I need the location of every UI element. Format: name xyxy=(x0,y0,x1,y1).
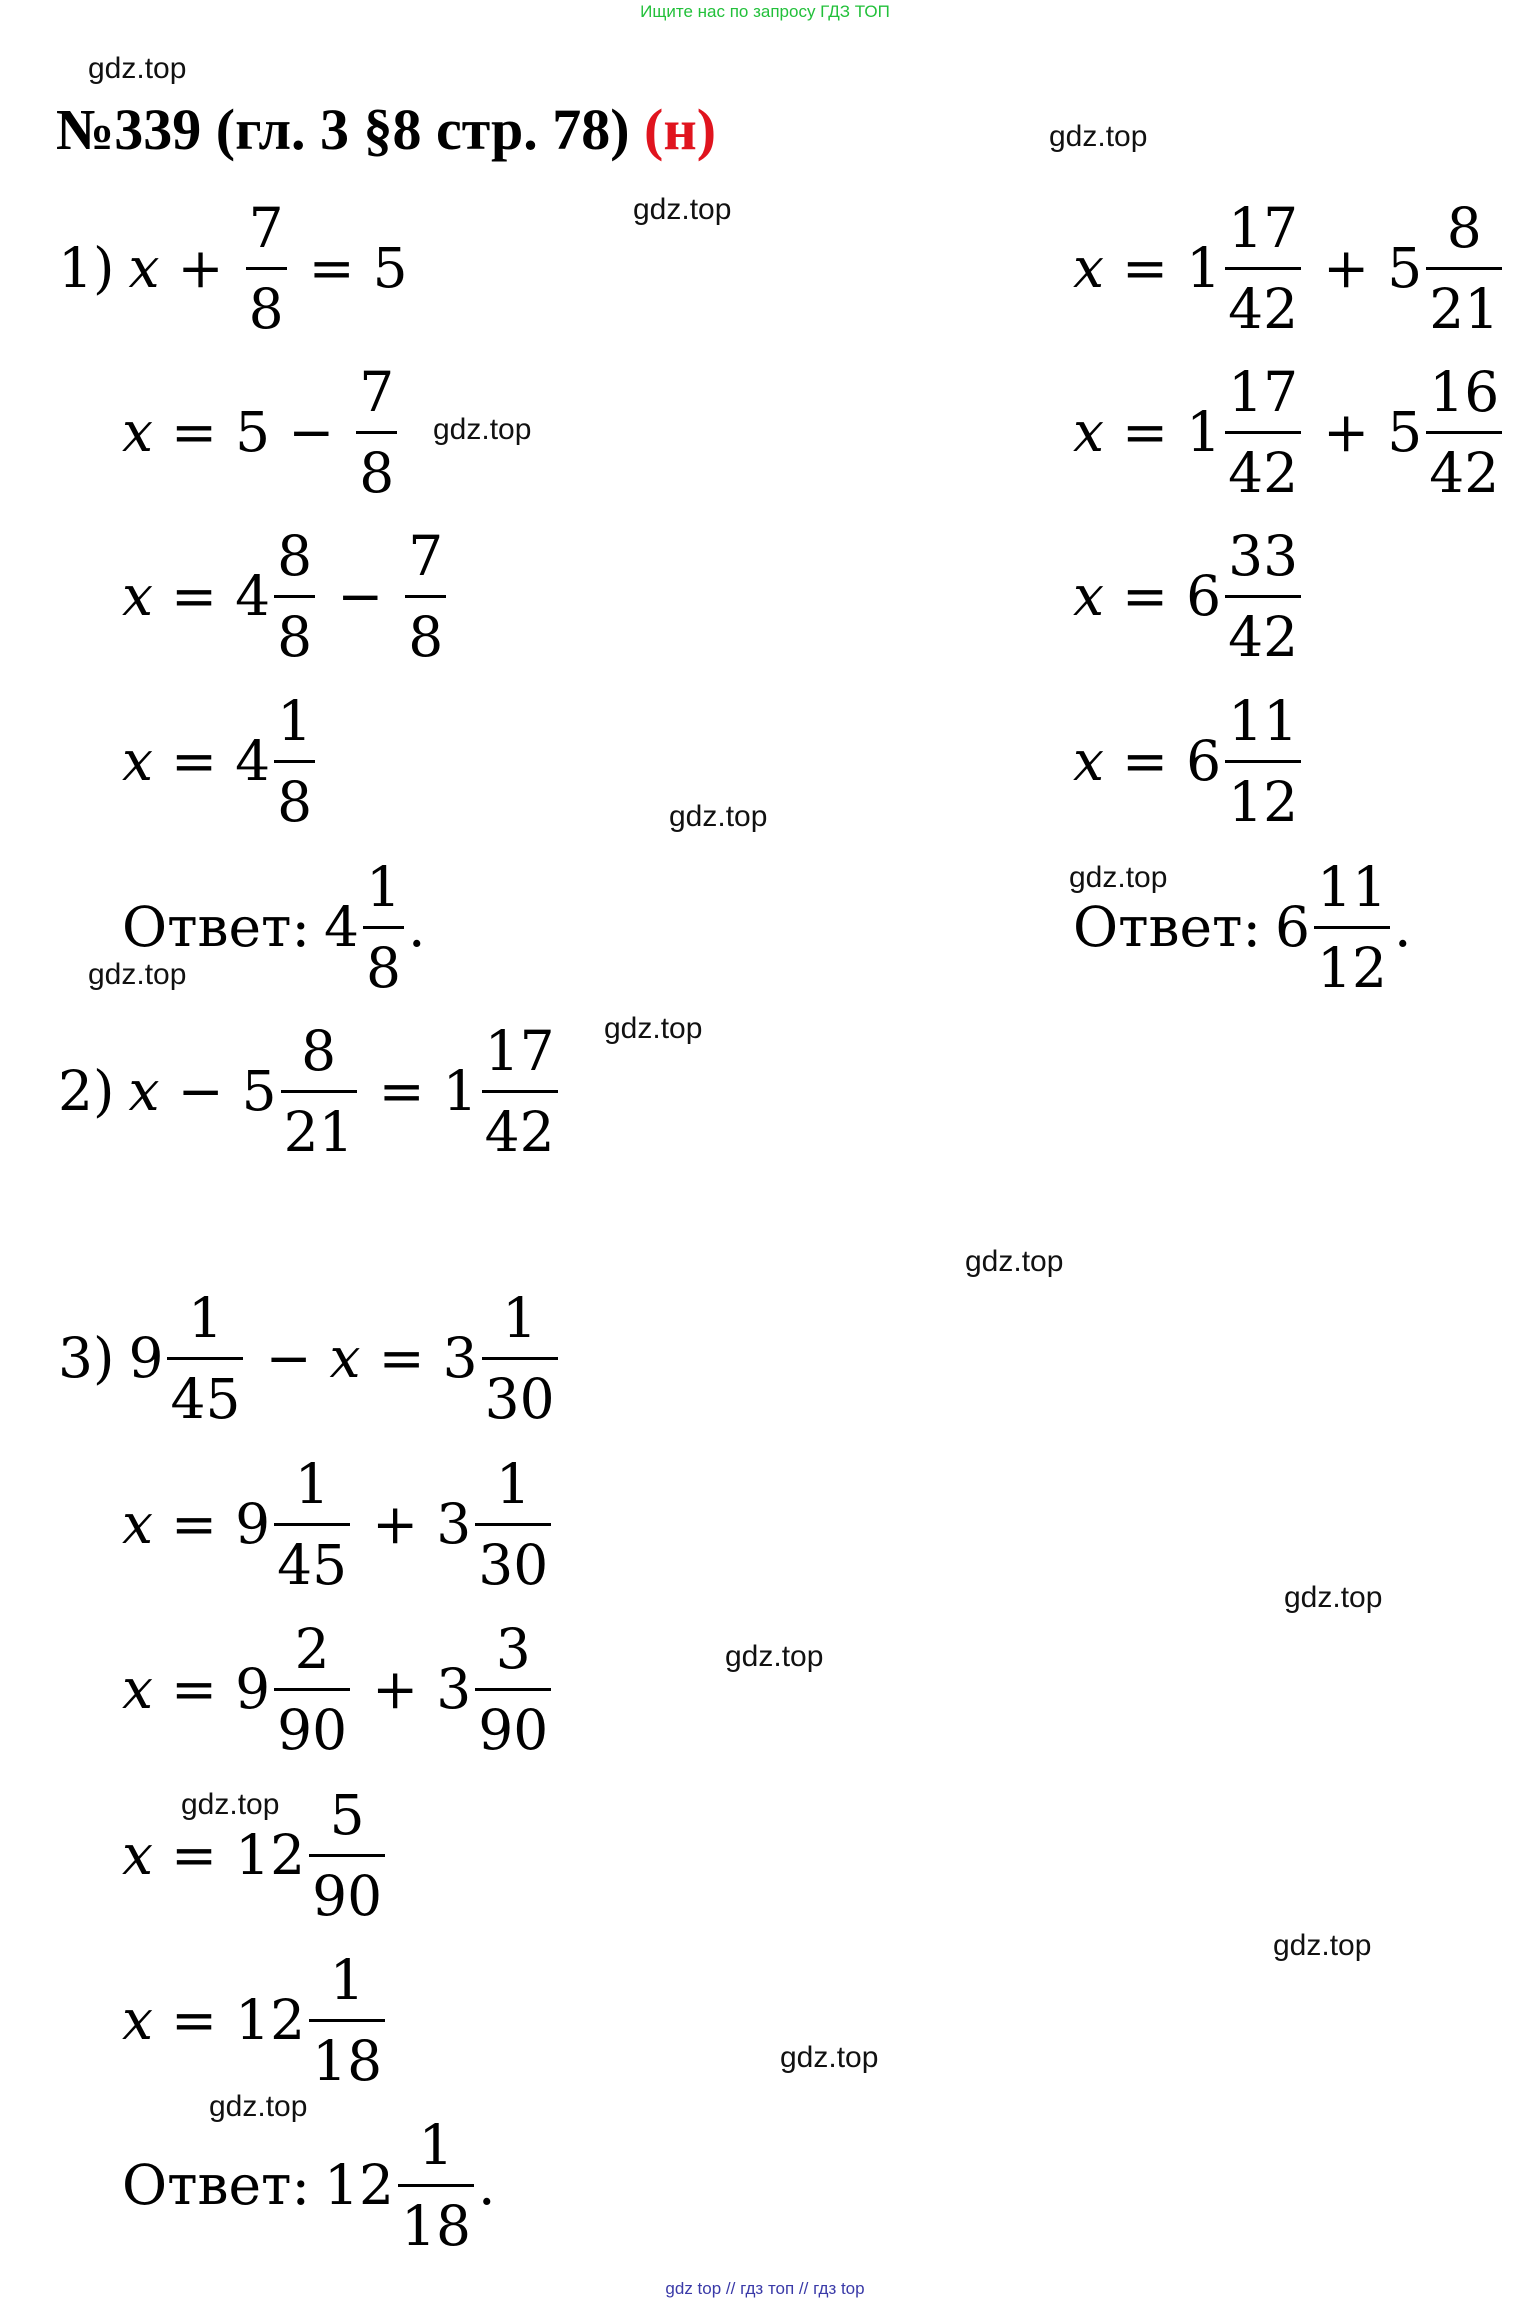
problem-label: 1) xyxy=(58,236,115,300)
fraction: $\frac{2}{90}$ xyxy=(274,1610,350,1769)
fraction: $\frac{1}{30}$ xyxy=(475,1445,551,1604)
title-mark: (н) xyxy=(644,97,717,162)
problem-1-step: x = 5 − $\frac{7}{8}$ xyxy=(122,347,401,517)
fraction: $\frac{8}{21}$ xyxy=(281,1012,357,1171)
problem-2-step: x = 1 $\frac{17}{42}$ + 5 $\frac{16}{42}$ xyxy=(1073,347,1506,517)
problem-3-answer: Ответ: 12 $\frac{1}{18}$ . xyxy=(122,2100,495,2270)
problem-3-step: x = 12 $\frac{5}{90}$ xyxy=(122,1770,389,1940)
problem-1-step: x = 4 $\frac{1}{8}$ xyxy=(122,676,319,846)
fraction: $\frac{1}{18}$ xyxy=(398,2106,474,2265)
watermark: gdz.top xyxy=(209,2090,308,2123)
search-hint-banner: Ищите нас по запросу ГДЗ ТОП xyxy=(640,2,890,21)
fraction: $\frac{1}{8}$ xyxy=(363,848,404,1007)
watermark: gdz.top xyxy=(633,193,732,226)
answer-label: Ответ: xyxy=(1073,895,1261,959)
problem-2-answer: Ответ: 6 $\frac{11}{12}$ . xyxy=(1073,842,1411,1012)
problem-3-equation: 3) 9 $\frac{1}{45}$ − x = 3 $\frac{1}{30}$ xyxy=(58,1273,562,1443)
fraction: $\frac{1}{30}$ xyxy=(482,1279,558,1438)
fraction: $\frac{5}{90}$ xyxy=(309,1776,385,1935)
fraction: $\frac{17}{42}$ xyxy=(1225,353,1301,512)
watermark: gdz.top xyxy=(88,52,187,85)
fraction: $\frac{1}{45}$ xyxy=(274,1445,350,1604)
fraction: $\frac{11}{12}$ xyxy=(1314,848,1390,1007)
watermark: gdz.top xyxy=(1069,861,1168,894)
fraction: $\frac{33}{42}$ xyxy=(1225,517,1301,676)
problem-2-step: x = 1 $\frac{17}{42}$ + 5 $\frac{8}{21}$ xyxy=(1073,183,1506,353)
problem-1-equation: 1) x + $\frac{7}{8}$ = 5 xyxy=(58,183,408,353)
problem-1-step: x = 4 $\frac{8}{8}$ − $\frac{7}{8}$ xyxy=(122,511,450,681)
fraction: $\frac{16}{42}$ xyxy=(1426,353,1502,512)
problem-3-step: x = 12 $\frac{1}{18}$ xyxy=(122,1935,389,2105)
fraction: $\frac{7}{8}$ xyxy=(405,517,446,676)
fraction: $\frac{17}{42}$ xyxy=(1225,189,1301,348)
problem-1-answer: Ответ: 4 $\frac{1}{8}$ . xyxy=(122,842,425,1012)
watermark: gdz.top xyxy=(725,1640,824,1673)
watermark: gdz.top xyxy=(604,1012,703,1045)
fraction: $\frac{3}{90}$ xyxy=(475,1610,551,1769)
watermark: gdz.top xyxy=(965,1245,1064,1278)
watermark: gdz.top xyxy=(780,2041,879,2074)
answer-label: Ответ: xyxy=(122,2153,310,2217)
problem-3-step: x = 9 $\frac{1}{45}$ + 3 $\frac{1}{30}$ xyxy=(122,1439,555,1609)
fraction: $\frac{8}{8}$ xyxy=(274,517,315,676)
problem-2-step: x = 6 $\frac{33}{42}$ xyxy=(1073,511,1305,681)
problem-2-step: x = 6 $\frac{11}{12}$ xyxy=(1073,676,1305,846)
watermark: gdz.top xyxy=(1273,1929,1372,1962)
fraction: $\frac{11}{12}$ xyxy=(1225,682,1301,841)
watermark: gdz.top xyxy=(181,1788,280,1821)
fraction: $\frac{17}{42}$ xyxy=(482,1012,558,1171)
footer-text: gdz top // гдз топ // гдз top xyxy=(665,2279,865,2298)
fraction: $\frac{7}{8}$ xyxy=(356,353,397,512)
fraction: $\frac{1}{18}$ xyxy=(309,1941,385,2100)
watermark: gdz.top xyxy=(1049,120,1148,153)
page-title xyxy=(56,96,716,163)
watermark: gdz.top xyxy=(433,413,532,446)
problem-label: 3) xyxy=(58,1326,115,1390)
fraction: $\frac{1}{45}$ xyxy=(167,1279,243,1438)
fraction: $\frac{1}{8}$ xyxy=(274,682,315,841)
problem-3-step: x = 9 $\frac{2}{90}$ + 3 $\frac{3}{90}$ xyxy=(122,1604,555,1774)
title-text: №339 (гл. 3 §8 стр. 78) xyxy=(56,97,630,162)
problem-label: 2) xyxy=(58,1059,115,1123)
variable-x: x xyxy=(128,236,160,300)
problem-2-equation: 2) x − 5 $\frac{8}{21}$ = 1 $\frac{17}{42}$ xyxy=(58,1006,562,1176)
watermark: gdz.top xyxy=(669,800,768,833)
watermark: gdz.top xyxy=(88,958,187,991)
fraction: $\frac{8}{21}$ xyxy=(1426,189,1502,348)
watermark: gdz.top xyxy=(1284,1581,1383,1614)
fraction: $\frac{7}{8}$ xyxy=(246,189,287,348)
answer-label: Ответ: xyxy=(122,895,310,959)
